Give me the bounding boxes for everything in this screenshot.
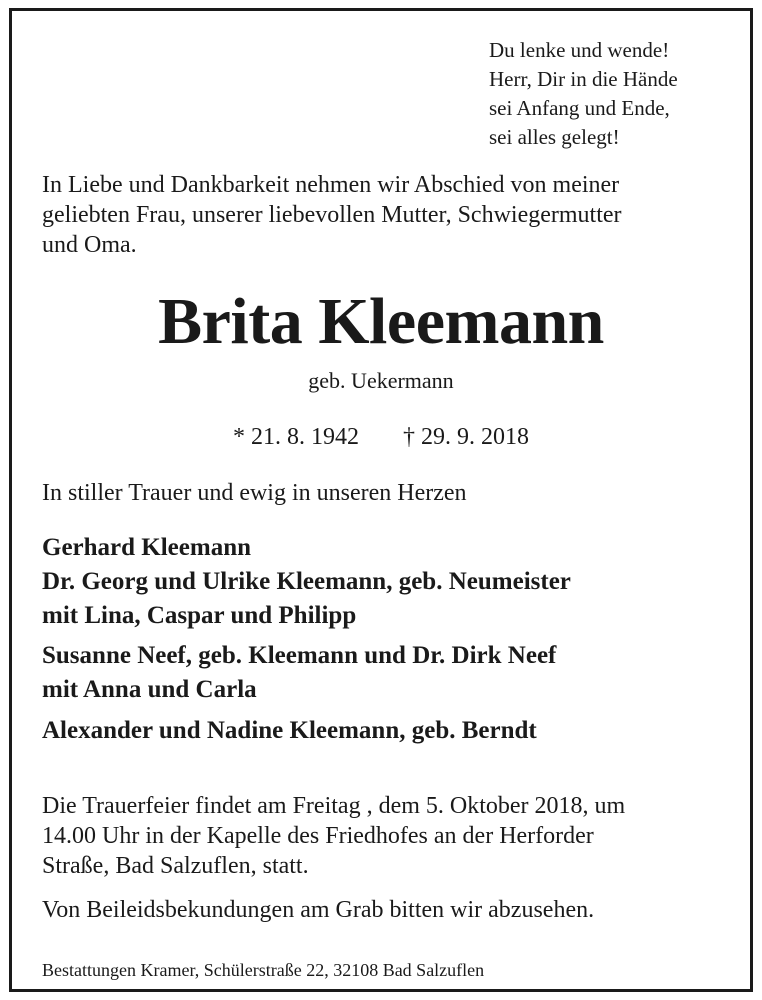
family-line: mit Anna und Carla (42, 676, 257, 703)
mourning-line: In stiller Trauer und ewig in unseren Herzen (42, 480, 467, 506)
verse-line: sei alles gelegt! (489, 125, 620, 149)
intro-line: In Liebe und Dankbarkeit nehmen wir Abschied von meiner (42, 172, 620, 198)
family-line: Alexander und Nadine Kleemann, geb. Berndt (42, 717, 537, 744)
death-date: † 29. 9. 2018 (403, 424, 529, 450)
intro-line: und Oma. (42, 232, 137, 258)
family-line: mit Lina, Caspar und Philipp (42, 602, 357, 629)
ceremony-line: Die Trauerfeier findet am Freitag , dem 5. Oktober 2018, um (42, 793, 626, 819)
ceremony-line: 14.00 Uhr in der Kapelle des Friedhofes an der Herforder (42, 823, 594, 849)
ceremony-info (42, 791, 742, 881)
family-group (42, 531, 742, 633)
family-list (42, 531, 742, 748)
verse (489, 36, 729, 152)
verse-line: Herr, Dir in die Hände (489, 67, 678, 91)
verse-line: Du lenke und wende! (489, 38, 670, 62)
family-line: Gerhard Kleemann (42, 534, 252, 561)
intro-line: geliebten Frau, unserer liebevollen Mutter, Schwiegermutter (42, 202, 622, 228)
birth-name: geb. Uekermann (308, 368, 454, 393)
condolence-note: Von Beileidsbekundungen am Grab bitten wir abzusehen. (42, 897, 595, 923)
family-line: Dr. Georg und Ulrike Kleemann, geb. Neumeister (42, 568, 571, 595)
ceremony-line: Straße, Bad Salzuflen, statt. (42, 853, 309, 879)
family-line: Susanne Neef, geb. Kleemann und Dr. Dirk Neef (42, 642, 557, 669)
undertaker-info: Bestattungen Kramer, Schülerstraße 22, 32108 Bad Salzuflen (42, 960, 485, 980)
family-group (42, 714, 742, 748)
intro-text (42, 170, 732, 260)
deceased-name: Brita Kleemann (158, 285, 604, 358)
life-dates (0, 421, 762, 453)
birth-date: * 21. 8. 1942 (233, 424, 359, 450)
family-group (42, 639, 742, 707)
verse-line: sei Anfang und Ende, (489, 96, 670, 120)
